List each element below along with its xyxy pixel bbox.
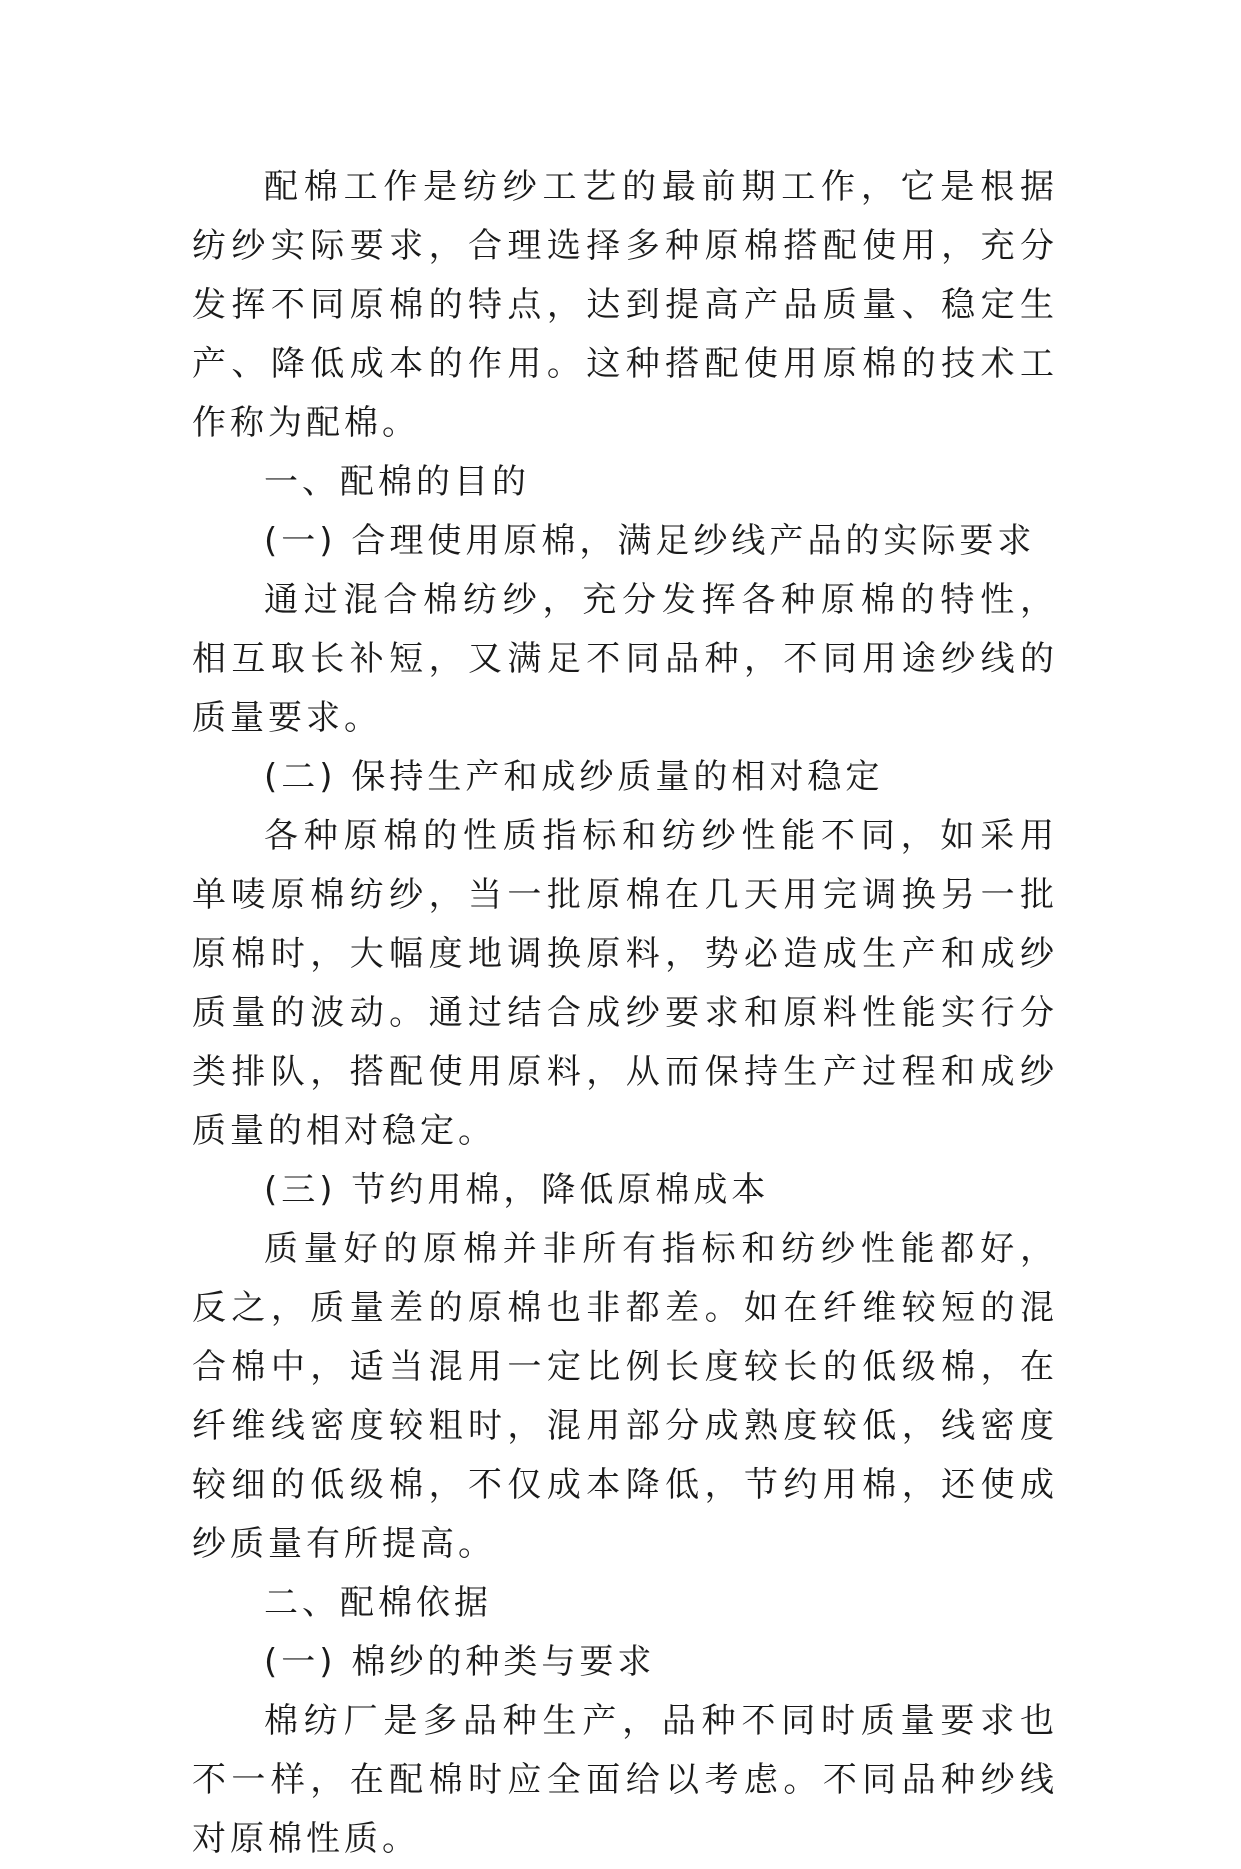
paragraph-rational-use: 通过混合棉纺纱，充分发挥各种原棉的特性，相互取长补短，又满足不同品种，不同用途纱线的质量要求。	[192, 580, 1058, 738]
section-heading-purpose: 一、配棉的目的	[264, 462, 530, 502]
subheading-stability: (二) 保持生产和成纱质量的相对稳定	[264, 757, 884, 797]
subheading-cost-saving: (三) 节约用棉，降低原棉成本	[264, 1170, 770, 1210]
paragraph-intro: 配棉工作是纺纱工艺的最前期工作，它是根据纺纱实际要求，合理选择多种原棉搭配使用，充分发挥不同原棉的特点，达到提高产品质量、稳定生产、降低成本的作用。这种搭配使用原棉的技术工作称为配棉。	[192, 167, 1058, 443]
paragraph-yarn-types: 棉纺厂是多品种生产，品种不同时质量要求也不一样，在配棉时应全面给以考虑。不同品种纱线对原棉性质。	[192, 1701, 1058, 1859]
paragraph-stability: 各种原棉的性质指标和纺纱性能不同，如采用单唛原棉纺纱，当一批原棉在几天用完调换另一批原棉时，大幅度地调换原料，势必造成生产和成纱质量的波动。通过结合成纱要求和原料性能实行分类排队，搭配使用原料，从而保持生产过程和成纱质量的相对稳定。	[192, 816, 1058, 1151]
section-heading-basis: 二、配棉依据	[264, 1583, 492, 1623]
document-body	[192, 158, 1058, 1869]
paragraph-cost-saving: 质量好的原棉并非所有指标和纺纱性能都好，反之，质量差的原棉也非都差。如在纤维较短的混合棉中，适当混用一定比例长度较长的低级棉，在纤维线密度较粗时，混用部分成熟度较低，线密度较细的低级棉，不仅成本降低，节约用棉，还使成纱质量有所提高。	[192, 1229, 1058, 1564]
subheading-yarn-types: (一) 棉纱的种类与要求	[264, 1642, 656, 1682]
subheading-rational-use: (一) 合理使用原棉，满足纱线产品的实际要求	[264, 521, 1036, 561]
